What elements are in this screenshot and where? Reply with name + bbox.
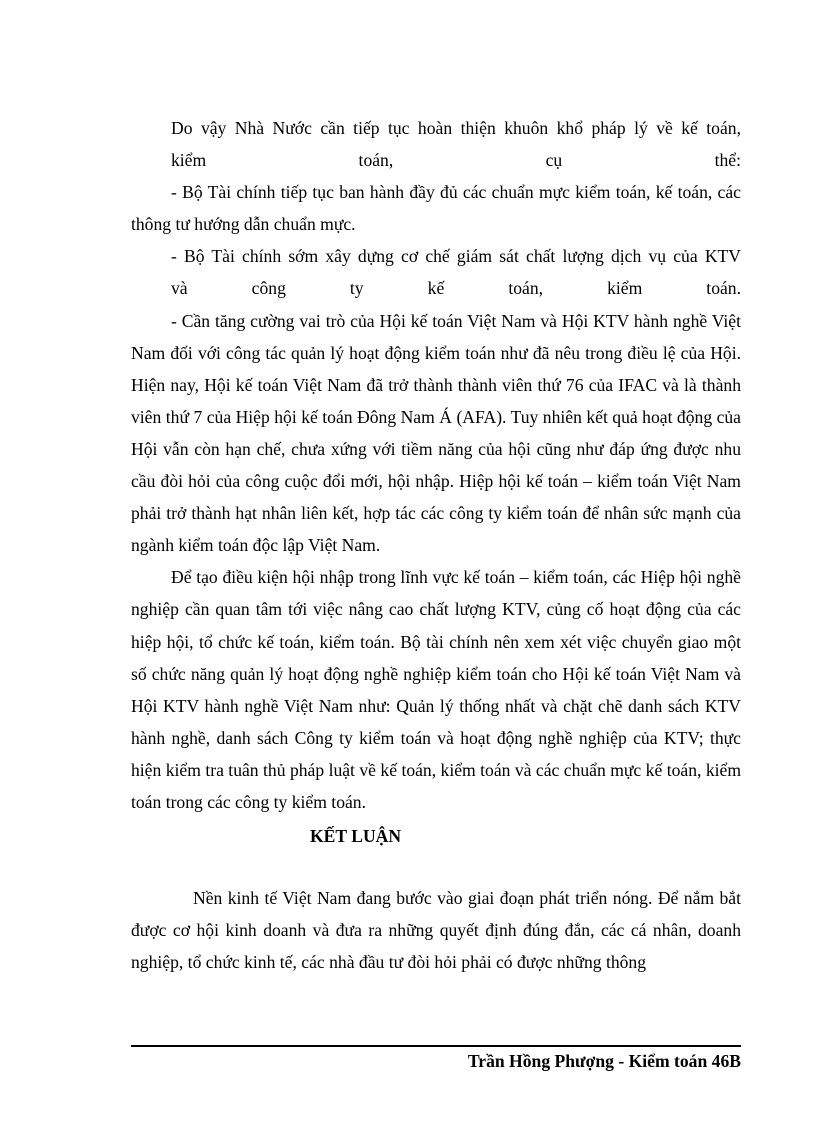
footer-divider [131, 1045, 741, 1047]
paragraph-integration: Để tạo điều kiện hội nhập trong lĩnh vực kế toán – kiểm toán, các Hiệp hội nghề nghiệp cần quan tâm tới việc nâng cao chất lượng KTV, củng cố hoạt động của các hiệp hội, tổ chức kế toán, kiểm toán. Bộ tài chính nên xem xét việc chuyển giao một số chức năng quản lý hoạt động nghề nghiệp kiểm toán cho Hội kế toán Việt Nam và Hội KTV hành nghề Việt Nam như: Quản lý thống nhất và chặt chẽ danh sách KTV hành nghề, danh sách Công ty kiểm toán và hoạt động nghề nghiệp của KTV; thực hiện kiểm tra tuân thủ pháp luật về kế toán, kiểm toán và các chuẩn mực kế toán, kiểm toán trong các công ty kiểm toán. [131, 567, 741, 812]
paragraph-intro-line-2: kiểm toán, cụ thể: [171, 150, 741, 171]
bullet-association: - Cần tăng cường vai trò của Hội kế toán Việt Nam và Hội KTV hành nghề Việt Nam đối với công tác quản lý hoạt động kiểm toán như đã nêu trong điều lệ của Hội. Hiện nay, Hội kế toán Việt Nam đã trở thành thành viên thứ 76 của IFAC và là thành viên thứ 7 của Hiệp hội kế toán Đông Nam Á (AFA). Tuy nhiên kết quả hoạt động của Hội vẫn còn hạn chế, chưa xứng với tiềm năng của hội cũng như đáp ứng được nhu cầu đòi hỏi của công cuộc đổi mới, hội nhập. Hiệp hội kế toán – kiểm toán Việt Nam phải trở thành hạt nhân liên kết, hợp tác các công ty kiểm toán để nhân sức mạnh của ngành kiểm toán độc lập Việt Nam. [131, 310, 741, 556]
bullet-standards: - Bộ Tài chính tiếp tục ban hành đầy đủ các chuẩn mực kiểm toán, kế toán, các thông tư hướng dẫn chuẩn mực. [131, 182, 741, 235]
bullet-supervision [131, 240, 741, 304]
footer-author: Trần Hồng Phượng - Kiểm toán 46B [467, 1051, 741, 1071]
section-heading: KẾT LUẬN [310, 826, 402, 847]
heading-spacer [131, 854, 741, 882]
page-body [131, 112, 741, 978]
bullet-supervision-line-2: và công ty kế toán, kiểm toán. [171, 278, 741, 299]
paragraph-intro [131, 112, 741, 176]
paragraph-conclusion: Nền kinh tế Việt Nam đang bước vào giai đoạn phát triển nóng. Để nắm bắt được cơ hội kinh doanh và đưa ra những quyết định đúng đắn, các cá nhân, doanh nghiệp, tổ chức kinh tế, các nhà đầu tư đòi hỏi phải có được những thông [131, 888, 741, 973]
paragraph-intro-line-1: Do vậy Nhà Nước cần tiếp tục hoàn thiện khuôn khổ pháp lý về kế toán, [171, 118, 741, 138]
bullet-supervision-line-1: - Bộ Tài chính sớm xây dựng cơ chế giám sát chất lượng dịch vụ của KTV [171, 246, 741, 267]
